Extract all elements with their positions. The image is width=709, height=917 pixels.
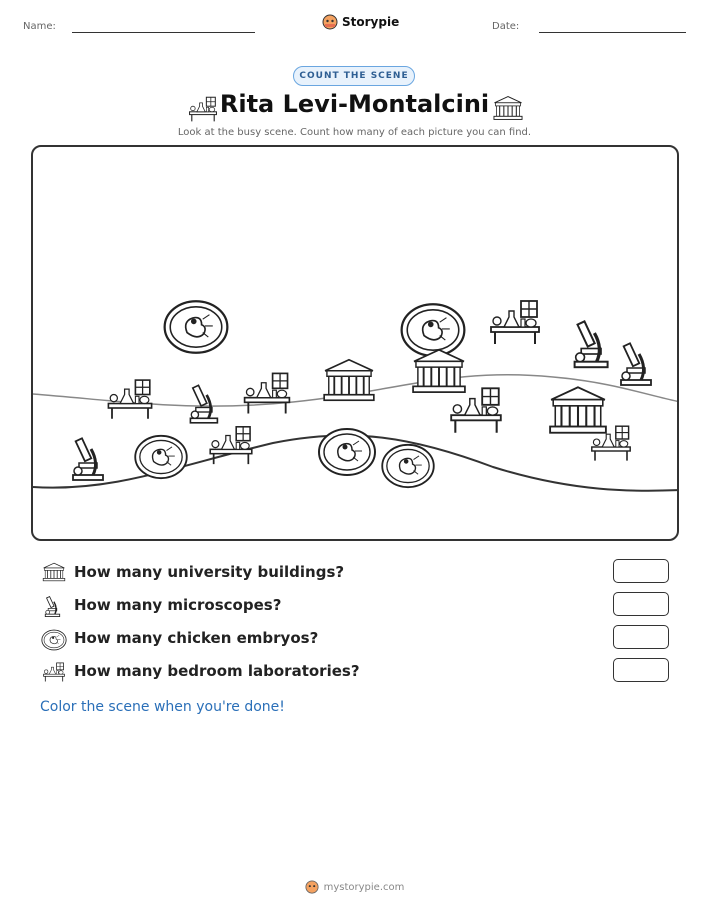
scene-lab-8: [245, 373, 290, 413]
question-embryos: How many chicken embryos?: [74, 629, 319, 647]
university-building-icon: [42, 562, 66, 582]
answer-box-embryos[interactable]: [613, 625, 669, 649]
bedroom-lab-icon: [41, 661, 67, 683]
scene-embryo-16: [319, 429, 375, 475]
scene-embryo-14: [135, 436, 187, 478]
name-field[interactable]: [72, 32, 255, 33]
chicken-embryo-icon: [41, 629, 67, 651]
name-label: Name:: [23, 21, 56, 32]
question-bedroom-labs: How many bedroom laboratories?: [74, 662, 360, 680]
answer-box-buildings[interactable]: [613, 559, 669, 583]
scene-embryo-0: [165, 301, 228, 353]
footer: [0, 880, 709, 894]
scene-lab-10: [451, 388, 501, 432]
scene-lab-2: [491, 301, 539, 344]
answer-box-bedroom-labs[interactable]: [613, 658, 669, 682]
scene-illustration: [33, 147, 679, 541]
date-label: Date:: [492, 21, 520, 32]
university-building-icon: [492, 95, 524, 121]
storypie-mascot-icon: [305, 880, 319, 894]
page-title: Rita Levi-Montalcini: [219, 90, 490, 118]
busy-scene: [31, 145, 679, 541]
scene-microscope-13: [73, 438, 103, 480]
date-field[interactable]: [539, 32, 686, 33]
scene-lab-5: [108, 380, 151, 419]
scene-microscope-9: [190, 385, 217, 422]
scene-microscope-4: [621, 343, 651, 385]
answer-box-microscopes[interactable]: [613, 592, 669, 616]
scene-microscope-3: [575, 321, 608, 367]
scene-embryo-1: [402, 304, 465, 356]
scene-building-11: [550, 387, 606, 432]
storypie-mascot-icon: [322, 14, 338, 30]
scene-building-7: [413, 350, 465, 392]
brand-name: Storypie: [342, 15, 400, 29]
scene-embryo-17: [382, 445, 434, 487]
instructions: Look at the busy scene. Count how many of each picture you can find.: [177, 127, 532, 138]
scene-building-6: [324, 360, 374, 400]
brand-logo: [322, 14, 399, 30]
coloring-note: Color the scene when you're done!: [40, 699, 285, 715]
microscope-icon: [42, 594, 62, 618]
question-buildings: How many university buildings?: [74, 563, 345, 581]
activity-badge: COUNT THE SCENE: [293, 66, 415, 86]
footer-site: mystorypie.com: [323, 881, 405, 893]
question-microscopes: How many microscopes?: [74, 596, 282, 614]
